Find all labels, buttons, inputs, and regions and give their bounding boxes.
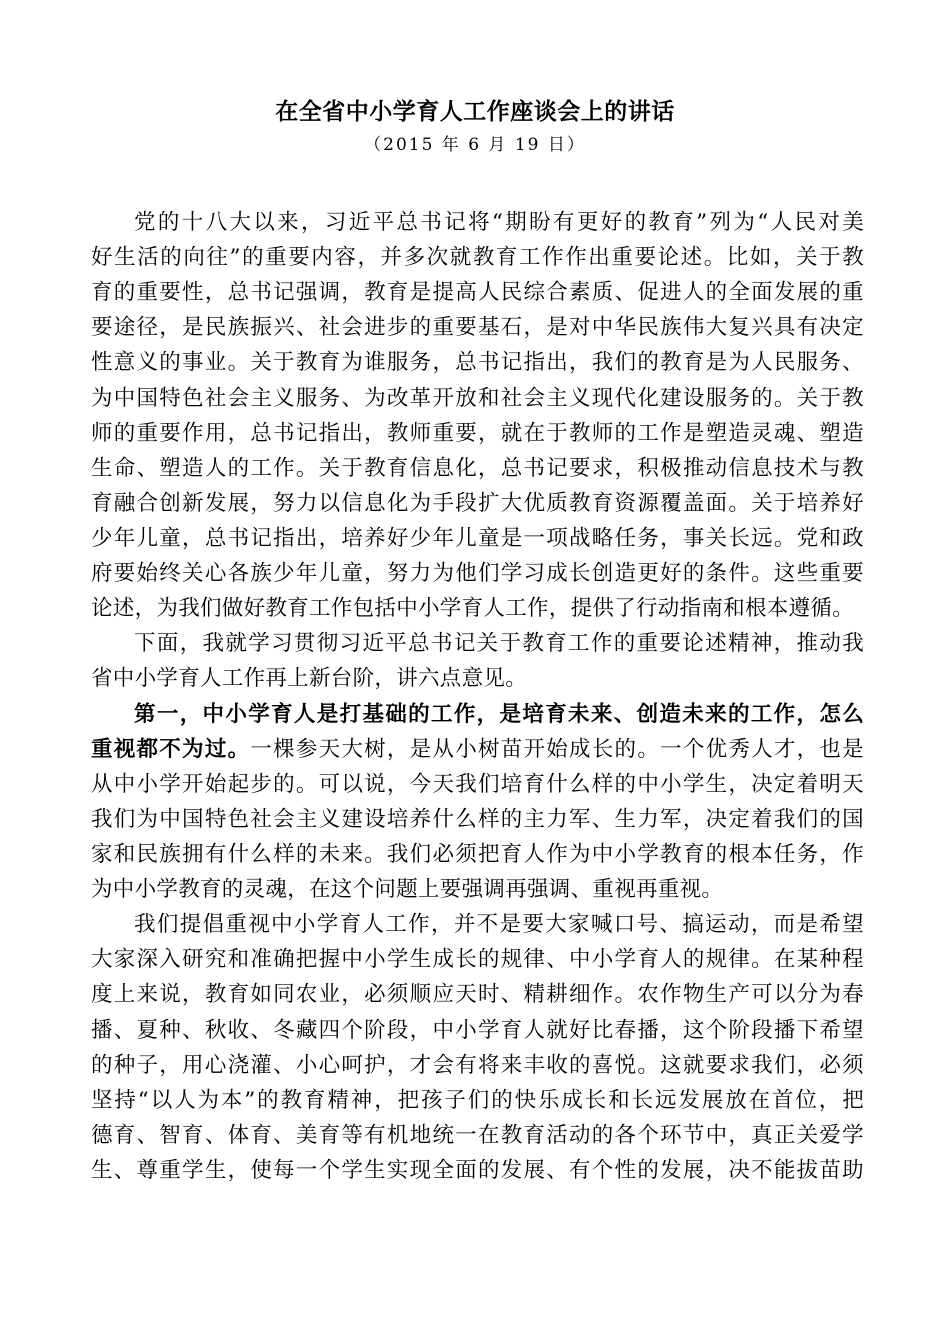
- paragraph-line: 坚持“以人为本”的教育精神，把孩子们的快乐成长和长远发展放在首位，把: [91, 1087, 864, 1113]
- paragraph-line: 生命、塑造人的工作。关于教育信息化，总书记要求，积极推动信息技术与教: [91, 455, 864, 481]
- section-heading-line: 第一，中小学育人是打基础的工作，是培育未来、创造未来的工作，怎么: [134, 701, 864, 727]
- paragraph-line: 育融合创新发展，努力以信息化为手段扩大优质教育资源覆盖面。关于培养好: [91, 490, 864, 516]
- paragraph-line: 家和民族拥有什么样的未来。我们必须把育人作为中小学教育的根本任务，作: [91, 841, 864, 867]
- paragraph-line: 我们提倡重视中小学育人工作，并不是要大家喊口号、搞运动，而是希望: [134, 912, 864, 938]
- paragraph-line: 度上来说，教育如同农业，必须顺应天时、精耕细作。农作物生产可以分为春: [91, 982, 864, 1008]
- paragraph-line: 的种子，用心浇灌、小心呵护，才会有将来丰收的喜悦。这就要求我们，必须: [91, 1052, 864, 1078]
- paragraph-line: 下面，我就学习贯彻习近平总书记关于教育工作的重要论述精神，推动我: [134, 631, 864, 657]
- paragraph-line: 生、尊重学生，使每一个学生实现全面的发展、有个性的发展，决不能拔苗助: [91, 1157, 864, 1183]
- paragraph-line: [91, 732, 864, 767]
- paragraph-line: 师的重要作用，总书记指出，教师重要，就在于教师的工作是塑造灵魂、塑造: [91, 420, 864, 446]
- paragraph-text: 一棵参天大树，是从小树苗开始成长的。一个优秀人才，也是: [250, 736, 864, 762]
- document-body: [91, 205, 864, 1188]
- paragraph-line: 少年儿童，总书记指出，培养好少年儿童是一项战略任务，事关长远。党和政: [91, 525, 864, 551]
- paragraph-line: 播、夏种、秋收、冬藏四个阶段，中小学育人就好比春播，这个阶段播下希望: [91, 1017, 864, 1043]
- paragraph-line: 党的十八大以来，习近平总书记将“期盼有更好的教育”列为“人民对美: [134, 210, 864, 235]
- paragraph-line: 府要始终关心各族少年儿童，努力为他们学习成长创造更好的条件。这些重要: [91, 561, 864, 587]
- document-title: 在全省中小学育人工作座谈会上的讲话: [275, 98, 675, 125]
- paragraph-line: 性意义的事业。关于教育为谁服务，总书记指出，我们的教育是为人民服务、: [91, 350, 864, 376]
- paragraph-line: 大家深入研究和准确把握中小学生成长的规律、中小学育人的规律。在某种程: [91, 947, 864, 973]
- paragraph-line: 我们为中国特色社会主义建设培养什么样的主力军、生力军，决定着我们的国: [91, 806, 864, 832]
- paragraph-line: 省中小学育人工作再上新台阶，讲六点意见。: [91, 666, 528, 692]
- document-date: （2015 年 6 月 19 日）: [364, 135, 586, 155]
- paragraph-line: 好生活的向往”的重要内容，并多次就教育工作作出重要论述。比如，关于教: [91, 245, 864, 271]
- section-heading-end: 重视都不为过。: [91, 736, 251, 762]
- paragraph-line: 要途径，是民族振兴、社会进步的重要基石，是对中华民族伟大复兴具有决定: [91, 315, 864, 341]
- paragraph-line: 从中小学开始起步的。可以说，今天我们培育什么样的中小学生，决定着明天: [91, 771, 864, 797]
- paragraph-line: 为中国特色社会主义服务、为改革开放和社会主义现代化建设服务的。关于教: [91, 385, 864, 411]
- paragraph-line: 论述，为我们做好教育工作包括中小学育人工作，提供了行动指南和根本遵循。: [91, 596, 855, 622]
- paragraph-line: 为中小学教育的灵魂，在这个问题上要强调再强调、重视再重视。: [91, 877, 724, 903]
- paragraph-line: 育的重要性，总书记强调，教育是提高人民综合素质、促进人的全面发展的重: [91, 280, 864, 306]
- paragraph-line: 德育、智育、体育、美育等有机地统一在教育活动的各个环节中，真正关爱学: [91, 1122, 864, 1148]
